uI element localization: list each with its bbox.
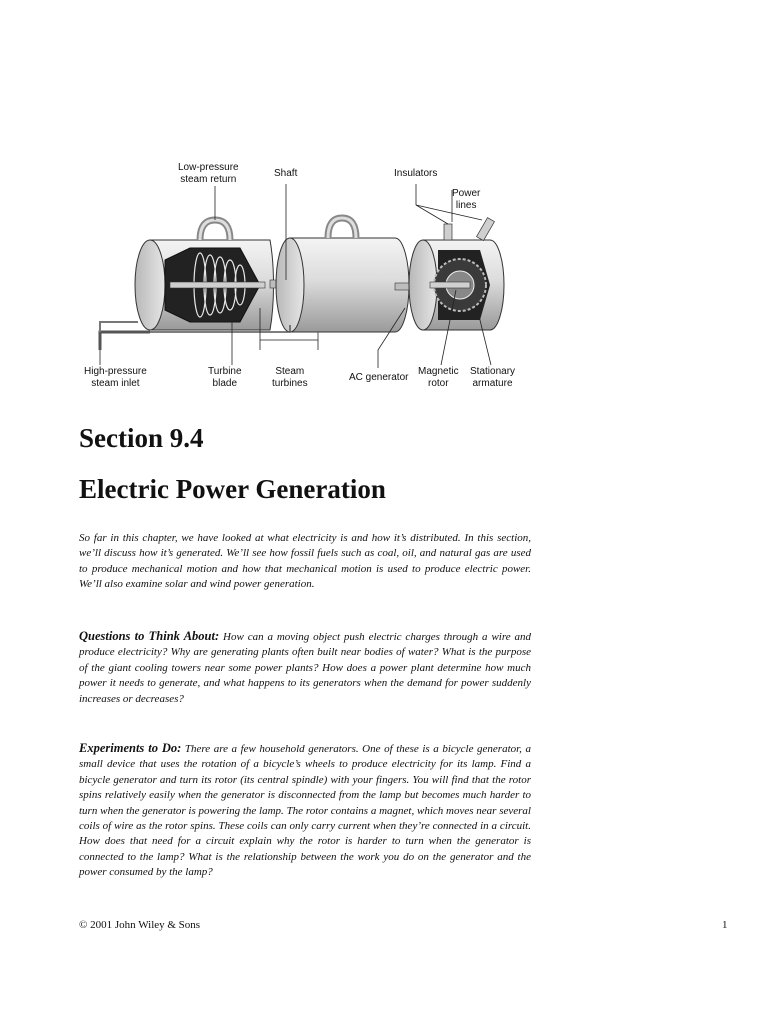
label-stationary-armature: Stationary armature: [470, 366, 516, 389]
section-number: Section 9.4: [79, 423, 204, 453]
label-shaft: Shaft: [274, 168, 298, 179]
power-generator-diagram: [60, 150, 540, 400]
label-turbine-blade: Turbine blade: [208, 366, 242, 389]
footer-copyright: © 2001 John Wiley & Sons: [79, 919, 201, 931]
footer-page-number: 1: [722, 919, 728, 931]
label-insulators: Insulators: [394, 168, 438, 179]
experiments-paragraph: [79, 741, 531, 881]
label-low-pressure-steam-return: Low-pressure steam return: [178, 162, 239, 185]
questions-heading: Questions to Think About:: [79, 629, 220, 643]
label-magnetic-rotor: Magnetic rotor: [418, 366, 459, 389]
ac-generator-housing: [409, 218, 504, 330]
experiments-text: There are a few household generators. One of these is a bicycle generator, a small device that uses the rotation of a bicycle’s wheels to produce electricity for its lamp. Find a bicycle generator and turn its rotor (its central spindle) with your fingers. You will find that the rotor spins relatively easily when the generator is disconnected from the lamp but becomes much harder to turn when the generator is powering the lamp. The rotor contains a magnet, which moves near several coils of wire as the rotor spins. These coils can only carry current when they’re connected in a circuit. How does that need for a circuit explain why the rotor is harder to turn when the generator is connected to the lamp? What is the relationship between the work you do on the generator and the power consumed by the lamp?: [79, 743, 531, 879]
low-pressure-turbine: [276, 218, 409, 332]
label-high-pressure-steam-inlet: High-pressure steam inlet: [84, 366, 147, 389]
intro-paragraph: So far in this chapter, we have looked at what electricity is and how it’s distributed. In this section, we’ll discuss how it’s generated. We’ll see how fossil fuels such as coal, oil, and natural gas are used to produce mechanical motion and how that mechanical motion is used to produce electric power. We’ll also examine solar and wind power generation.: [79, 532, 531, 591]
label-power-lines: Power lines: [452, 188, 481, 211]
questions-text: How can a moving object push electric charges through a wire and produce electricity? Why are generating plants often built near bodies of water? What is the purpose of the giant cooling towers near some power plants? How does a power plant determine how much power it needs to generate, and what happens to its generators when the demand for power suddenly increases or decreases?: [79, 631, 531, 705]
high-pressure-turbine: [135, 220, 274, 330]
label-steam-turbines: Steam turbines: [272, 366, 308, 389]
experiments-heading: Experiments to Do:: [79, 741, 182, 755]
section-title: Electric Power Generation: [79, 474, 386, 504]
label-ac-generator: AC generator: [349, 372, 409, 383]
questions-paragraph: [79, 629, 531, 707]
